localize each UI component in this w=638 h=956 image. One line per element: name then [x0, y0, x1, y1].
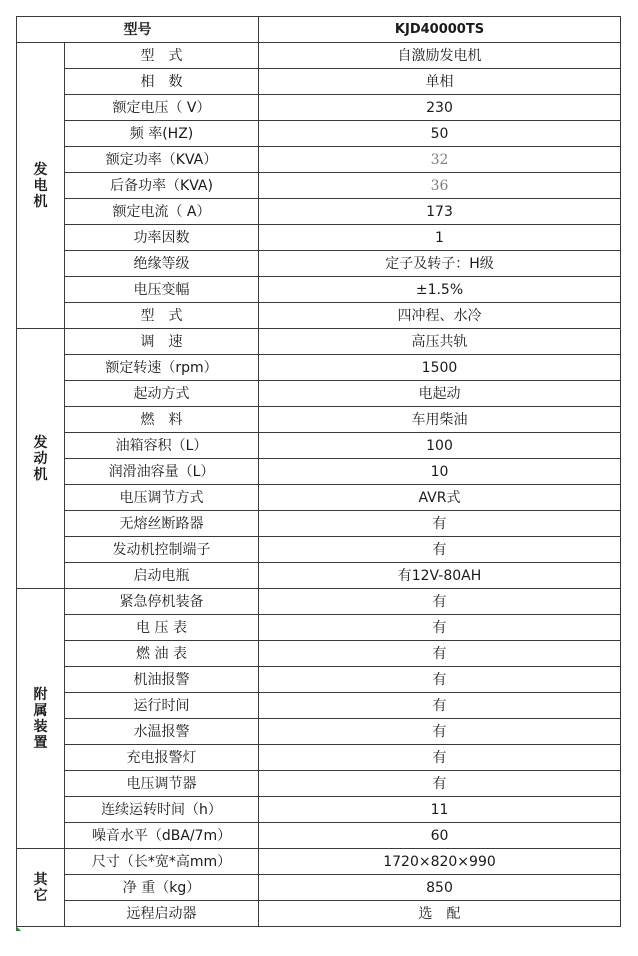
spec-label: 燃 料: [65, 407, 259, 433]
spec-label: 型 式: [65, 43, 259, 69]
spec-value: 60: [259, 823, 621, 849]
spec-row: [17, 147, 621, 173]
spec-row: [17, 329, 621, 355]
spec-value: ±1.5%: [259, 277, 621, 303]
spec-value: 50: [259, 121, 621, 147]
spec-label: 额定电压（ V）: [65, 95, 259, 121]
spec-row: [17, 771, 621, 797]
spec-row: [17, 563, 621, 589]
group-label-char: 附: [33, 686, 48, 703]
spec-label: 绝缘等级: [65, 251, 259, 277]
spec-row: [17, 459, 621, 485]
spec-value: AVR式: [259, 485, 621, 511]
spec-label: 电压调节器: [65, 771, 259, 797]
spec-value: 选 配: [259, 901, 621, 927]
spec-label: 润滑油容量（L）: [65, 459, 259, 485]
spec-row: [17, 407, 621, 433]
spec-value: 四冲程、水冷: [259, 303, 621, 329]
spec-row: [17, 875, 621, 901]
spec-label: 水温报警: [65, 719, 259, 745]
group-label-char: 发: [33, 161, 48, 178]
spec-value: 36: [259, 173, 621, 199]
spec-label: 电 压 表: [65, 615, 259, 641]
spec-value: 1500: [259, 355, 621, 381]
spec-label: 型 式: [65, 303, 259, 329]
spec-value: 有: [259, 615, 621, 641]
spec-label: 噪音水平（dBA/7m）: [65, 823, 259, 849]
header-row: [17, 17, 621, 43]
spec-row: [17, 355, 621, 381]
spec-label: 油箱容积（L）: [65, 433, 259, 459]
spec-row: [17, 485, 621, 511]
spec-label: 紧急停机装备: [65, 589, 259, 615]
spec-value: 10: [259, 459, 621, 485]
spec-row: [17, 667, 621, 693]
spec-row: [17, 823, 621, 849]
spec-label: 连续运转时间（h）: [65, 797, 259, 823]
spec-row: [17, 225, 621, 251]
spec-value: 有: [259, 667, 621, 693]
spec-value: 有: [259, 537, 621, 563]
group-label-char: 机: [33, 466, 48, 483]
spec-table: [16, 16, 621, 927]
spec-label: 频 率(HZ): [65, 121, 259, 147]
group-label-char: 发: [33, 434, 48, 451]
spec-label: 机油报警: [65, 667, 259, 693]
spec-label: 电压调节方式: [65, 485, 259, 511]
spec-row: [17, 95, 621, 121]
spec-value: 32: [259, 147, 621, 173]
group-label-char: 它: [33, 887, 48, 904]
spec-value: 有: [259, 745, 621, 771]
spec-label: 尺寸（长*宽*高mm）: [65, 849, 259, 875]
spec-row: [17, 199, 621, 225]
spec-row: [17, 641, 621, 667]
spec-row: [17, 797, 621, 823]
spec-value: 173: [259, 199, 621, 225]
spec-row: [17, 277, 621, 303]
spec-row: [17, 173, 621, 199]
spec-value: 有: [259, 641, 621, 667]
group-label-char: 装: [33, 718, 48, 735]
spec-row: [17, 615, 621, 641]
spec-label: 燃 油 表: [65, 641, 259, 667]
group-label-char: 置: [33, 734, 48, 751]
spec-row: [17, 589, 621, 615]
group-label: [17, 329, 65, 589]
spec-value: 有: [259, 693, 621, 719]
spec-value: 有: [259, 771, 621, 797]
spec-row: [17, 433, 621, 459]
spec-value: 100: [259, 433, 621, 459]
spec-row: [17, 511, 621, 537]
spec-value: 11: [259, 797, 621, 823]
group-label-char: 动: [33, 450, 48, 467]
spec-label: 功率因数: [65, 225, 259, 251]
spec-value: 有: [259, 511, 621, 537]
group-label-char: 机: [33, 193, 48, 210]
spec-row: [17, 381, 621, 407]
spec-value: 电起动: [259, 381, 621, 407]
spec-value: 单相: [259, 69, 621, 95]
spec-label: 额定转速（rpm）: [65, 355, 259, 381]
spec-value: 自激励发电机: [259, 43, 621, 69]
cell-corner-marker: [16, 926, 21, 931]
group-label-char: 其: [33, 871, 48, 888]
spec-value: 230: [259, 95, 621, 121]
spec-label: 额定电流（ A）: [65, 199, 259, 225]
model-header-label: 型号: [17, 17, 259, 43]
spec-value: 1: [259, 225, 621, 251]
spec-value: 高压共轨: [259, 329, 621, 355]
spec-row: [17, 251, 621, 277]
spec-row: [17, 69, 621, 95]
spec-row: [17, 121, 621, 147]
spec-row: [17, 43, 621, 69]
spec-value: 有12V-80AH: [259, 563, 621, 589]
spec-label: 净 重（kg）: [65, 875, 259, 901]
spec-row: [17, 693, 621, 719]
spec-label: 调 速: [65, 329, 259, 355]
spec-row: [17, 745, 621, 771]
spec-row: [17, 303, 621, 329]
spec-row: [17, 719, 621, 745]
spec-label: 无熔丝断路器: [65, 511, 259, 537]
spec-value: 有: [259, 589, 621, 615]
spec-row: [17, 901, 621, 927]
spec-label: 运行时间: [65, 693, 259, 719]
spec-label: 远程启动器: [65, 901, 259, 927]
spec-row: [17, 537, 621, 563]
spec-label: 发动机控制端子: [65, 537, 259, 563]
spec-label: 后备功率（KVA): [65, 173, 259, 199]
spec-label: 相 数: [65, 69, 259, 95]
spec-value: 有: [259, 719, 621, 745]
spec-row: [17, 849, 621, 875]
group-label-char: 属: [33, 702, 48, 719]
spec-value: 车用柴油: [259, 407, 621, 433]
spec-value: 定子及转子：H级: [259, 251, 621, 277]
spec-label: 电压变幅: [65, 277, 259, 303]
group-label-char: 电: [33, 177, 48, 194]
spec-label: 额定功率（KVA）: [65, 147, 259, 173]
spec-label: 启动电瓶: [65, 563, 259, 589]
model-header-value: KJD40000TS: [259, 17, 621, 43]
group-label: [17, 589, 65, 849]
group-label: [17, 849, 65, 927]
spec-value: 850: [259, 875, 621, 901]
spec-label: 充电报警灯: [65, 745, 259, 771]
spec-label: 起动方式: [65, 381, 259, 407]
spec-value: 1720×820×990: [259, 849, 621, 875]
group-label: [17, 43, 65, 329]
